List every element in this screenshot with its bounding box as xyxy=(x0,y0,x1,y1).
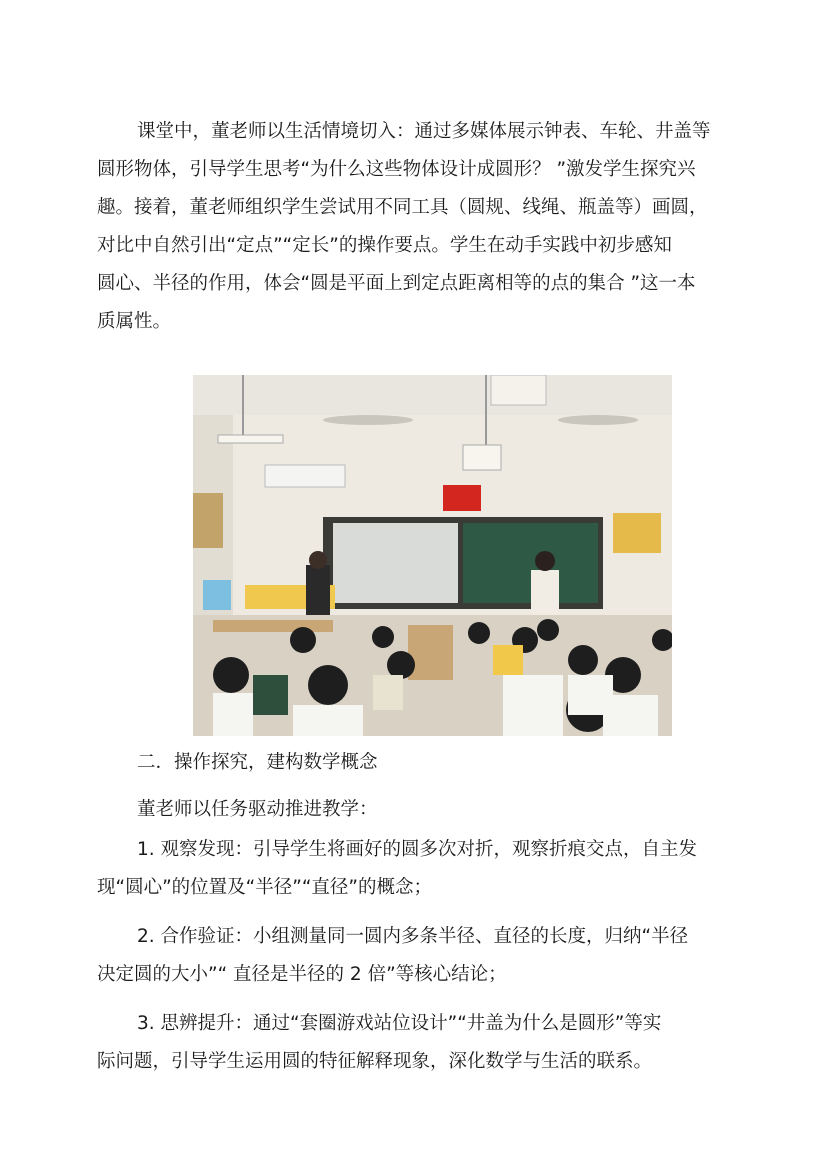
text-line: 课堂中，董老师以生活情境切入：通过多媒体展示钟表、车轮、井盖等 xyxy=(137,121,711,142)
text-line: 质属性。 xyxy=(97,311,172,332)
list-item-2 xyxy=(97,918,737,994)
classroom-illustration xyxy=(193,375,672,736)
intro-line: 董老师以任务驱动推进教学： xyxy=(137,799,378,820)
text-line: 际问题，引导学生运用圆的特征解释现象，深化数学与生活的联系。 xyxy=(97,1051,653,1072)
text-line: 3. 思辨提升：通过“套圈游戏站位设计”“井盖为什么是圆形”等实 xyxy=(137,1013,662,1034)
paragraph-intro xyxy=(97,113,737,341)
text-line: 趣。接着，董老师组织学生尝试用不同工具（圆规、线绳、瓶盖等）画圆， xyxy=(97,197,708,218)
list-item-3 xyxy=(97,1005,737,1081)
text-line: 决定圆的大小”“ 直径是半径的 2 倍”等核心结论； xyxy=(97,964,507,985)
section-heading: 二．操作探究，建构数学概念 xyxy=(137,752,378,773)
text-line: 圆形物体，引导学生思考“为什么这些物体设计成圆形？ ”激发学生探究兴 xyxy=(97,159,696,180)
classroom-photo xyxy=(193,375,672,736)
text-line: 现“圆心”的位置及“半径”“直径”的概念； xyxy=(97,877,433,898)
list-item-1 xyxy=(97,831,737,907)
text-line: 圆心、半径的作用，体会“圆是平面上到定点距离相等的点的集合 ”这一本 xyxy=(97,273,696,294)
text-line: 2. 合作验证：小组测量同一圆内多条半径、直径的长度，归纳“半径 xyxy=(137,926,689,947)
text-line: 1. 观察发现：引导学生将画好的圆多次对折，观察折痕交点，自主发 xyxy=(137,839,698,860)
text-line: 对比中自然引出“定点”“定长”的操作要点。学生在动手实践中初步感知 xyxy=(97,235,672,256)
